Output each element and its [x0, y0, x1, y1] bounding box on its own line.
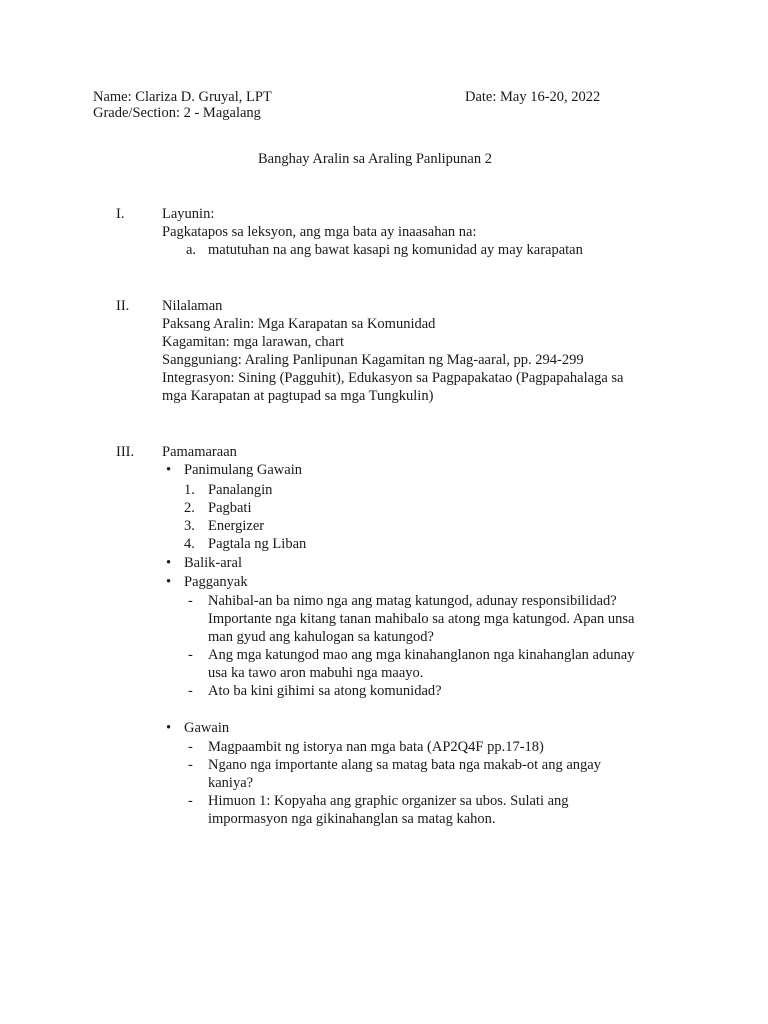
panimula-label: Panimulang Gawain	[184, 462, 302, 478]
section-2-line: Integrasyon: Sining (Pagguhit), Edukasyon sa Pagpapakatao (Pagpapahalaga sa	[162, 370, 624, 386]
gawain-label: Gawain	[184, 720, 230, 736]
bullet-icon: •	[166, 574, 172, 590]
section-2-numeral: II.	[116, 298, 130, 314]
pagganyak-line: Ang mga katungod mao ang mga kinahanglanon nga kinahanglan adunay	[208, 647, 635, 663]
section-2-heading: Nilalaman	[162, 298, 223, 314]
list-item: Energizer	[208, 518, 265, 534]
date-field: Date: May 16-20, 2022	[465, 89, 601, 105]
dash-marker: -	[188, 793, 193, 809]
list-item: Pagbati	[208, 500, 252, 516]
section-1-numeral: I.	[116, 206, 125, 222]
section-2-line: Kagamitan: mga larawan, chart	[162, 334, 344, 350]
dash-marker: -	[188, 739, 193, 755]
section-2-line: Paksang Aralin: Mga Karapatan sa Komunidad	[162, 316, 436, 332]
section-2-line: mga Karapatan at pagtupad sa mga Tungkulin)	[162, 388, 434, 404]
list-item-number: 4.	[184, 536, 195, 552]
dash-marker: -	[188, 757, 193, 773]
gawain-line: Himuon 1: Kopyaha ang graphic organizer sa ubos. Sulati ang	[208, 793, 569, 809]
gawain-line: kaniya?	[208, 775, 254, 791]
bullet-icon: •	[166, 462, 172, 478]
name-field: Name: Clariza D. Gruyal, LPT	[93, 89, 272, 105]
dash-marker: -	[188, 683, 193, 699]
list-item-number: 2.	[184, 500, 195, 516]
section-2-line: Sangguniang: Araling Panlipunan Kagamitan ng Mag-aaral, pp. 294-299	[162, 352, 584, 368]
document-title: Banghay Aralin sa Araling Panlipunan 2	[258, 151, 492, 167]
gawain-line: Magpaambit ng istorya nan mga bata (AP2Q4F pp.17-18)	[208, 739, 544, 755]
pagganyak-line: Nahibal-an ba nimo nga ang matag katungod, adunay responsibilidad?	[208, 593, 617, 609]
section-1-intro: Pagkatapos sa leksyon, ang mga bata ay inaasahan na:	[162, 224, 477, 240]
pagganyak-line: Ato ba kini gihimi sa atong komunidad?	[208, 683, 442, 699]
pagganyak-line: Importante nga kitang tanan mahibalo sa atong mga katungod. Apan unsa	[208, 611, 635, 627]
pagganyak-line: man gyud ang kahulogan sa katungod?	[208, 629, 434, 645]
pagganyak-label: Pagganyak	[184, 574, 248, 590]
bullet-icon: •	[166, 720, 172, 736]
pagganyak-line: usa ka tawo aron mabuhi nga maayo.	[208, 665, 424, 681]
gawain-line: Ngano nga importante alang sa matag bata nga makab-ot ang angay	[208, 757, 601, 773]
dash-marker: -	[188, 593, 193, 609]
section-1-heading: Layunin:	[162, 206, 215, 222]
section-3-heading: Pamamaraan	[162, 444, 237, 460]
bullet-icon: •	[166, 555, 172, 571]
grade-section-field: Grade/Section: 2 - Magalang	[93, 105, 261, 121]
list-item: Pagtala ng Liban	[208, 536, 307, 552]
section-1-item-text: matutuhan na ang bawat kasapi ng komunidad ay may karapatan	[208, 242, 583, 258]
list-item-number: 1.	[184, 482, 195, 498]
section-3-numeral: III.	[116, 444, 135, 460]
list-item-number: 3.	[184, 518, 195, 534]
list-item: Panalangin	[208, 482, 273, 498]
section-1-item-marker: a.	[186, 242, 197, 258]
gawain-line: impormasyon nga gikinahanglan sa matag kahon.	[208, 811, 496, 827]
dash-marker: -	[188, 647, 193, 663]
balik-aral-label: Balik-aral	[184, 555, 242, 571]
